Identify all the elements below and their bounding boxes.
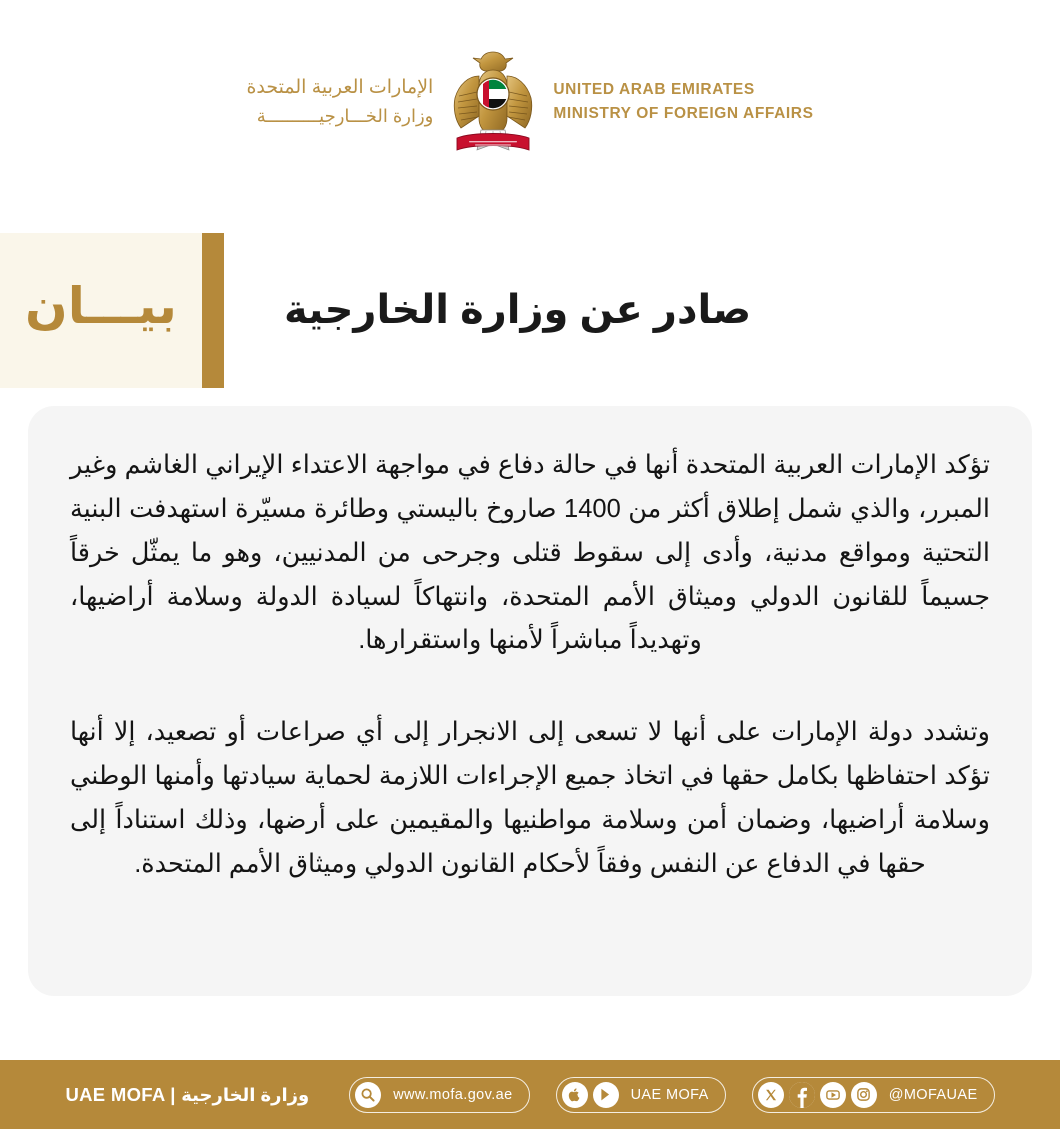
header-english-text [553, 78, 813, 126]
page-footer [0, 1060, 1060, 1129]
statement-badge [0, 233, 224, 388]
statement-badge-label: بيـــان [25, 278, 177, 334]
title-wrap [0, 233, 1060, 388]
footer-brand-ar: وزارة الخارجية [181, 1084, 310, 1105]
footer-brand-separator: | [170, 1083, 176, 1105]
search-icon [355, 1082, 381, 1108]
app-store-icon-group [562, 1082, 619, 1108]
instagram-icon[interactable] [851, 1082, 877, 1108]
header-arabic-line2: وزارة الخـــارجيــــــــــة [256, 105, 434, 126]
social-icon-group [758, 1082, 877, 1108]
statement-card [28, 406, 1032, 996]
app-stores-pill[interactable] [556, 1077, 726, 1113]
google-play-store-icon[interactable] [593, 1082, 619, 1108]
youtube-icon[interactable] [820, 1082, 846, 1108]
app-label: UAE MOFA [630, 1086, 709, 1103]
statement-title-row [0, 230, 1060, 390]
website-pill[interactable] [349, 1077, 529, 1113]
header-english-line2: MINISTRY OF FOREIGN AFFAIRS [553, 105, 814, 122]
page-title: صادر عن وزارة الخارجية [284, 288, 752, 332]
footer-brand-en: UAE MOFA [65, 1083, 165, 1105]
footer-brand [65, 1084, 309, 1106]
social-pill[interactable] [752, 1077, 995, 1113]
statement-paragraph-2: وتشدد دولة الإمارات على أنها لا تسعى إلى الانجرار إلى أي صراعات أو تصعيد، إلا أنها تؤكد احتفاظها بكامل حقها في اتخاذ جميع الإجراءات اللازمة لحماية سيادتها وأمنها الوطني وسلامة أراضيها، وضمان أمن وسلامة مواطنيها والمقيمين على أرضها، وذلك استناداً إلى حقها في الدفاع عن النفس وفقاً لأحكام القانون الدولي وميثاق الأمم المتحدة. [70, 718, 990, 878]
website-url: www.mofa.gov.ae [393, 1086, 513, 1103]
header-lockup [246, 46, 813, 158]
header-arabic-line1: الإمارات العربية المتحدة [246, 77, 434, 99]
x-twitter-icon[interactable] [758, 1082, 784, 1108]
page-header [0, 0, 1060, 212]
header-english-line1: UNITED ARAB EMIRATES [553, 80, 755, 98]
uae-federal-emblem-icon [447, 46, 539, 158]
header-arabic-text [246, 74, 433, 130]
social-handle: @MOFAUAE [888, 1086, 978, 1103]
apple-app-store-icon[interactable] [562, 1082, 588, 1108]
facebook-icon[interactable] [789, 1082, 815, 1108]
statement-paragraph-1: تؤكد الإمارات العربية المتحدة أنها في حالة دفاع في مواجهة الاعتداء الإيراني الغاشم وغير المبرر، والذي شمل إطلاق أكثر من 1400 صاروخ باليستي وطائرة مسيّرة استهدفت البنية التحتية ومواقع مدنية، وأدى إلى سقوط قتلى وجرحى من المدنيين، وهو ما يمثّل خرقاً جسيماً للقانون الدولي وميثاق الأمم المتحدة، وانتهاكاً لسيادة الدولة وسلامة أراضيها، وتهديداً مباشراً لأمنها واستقرارها. [70, 451, 990, 655]
